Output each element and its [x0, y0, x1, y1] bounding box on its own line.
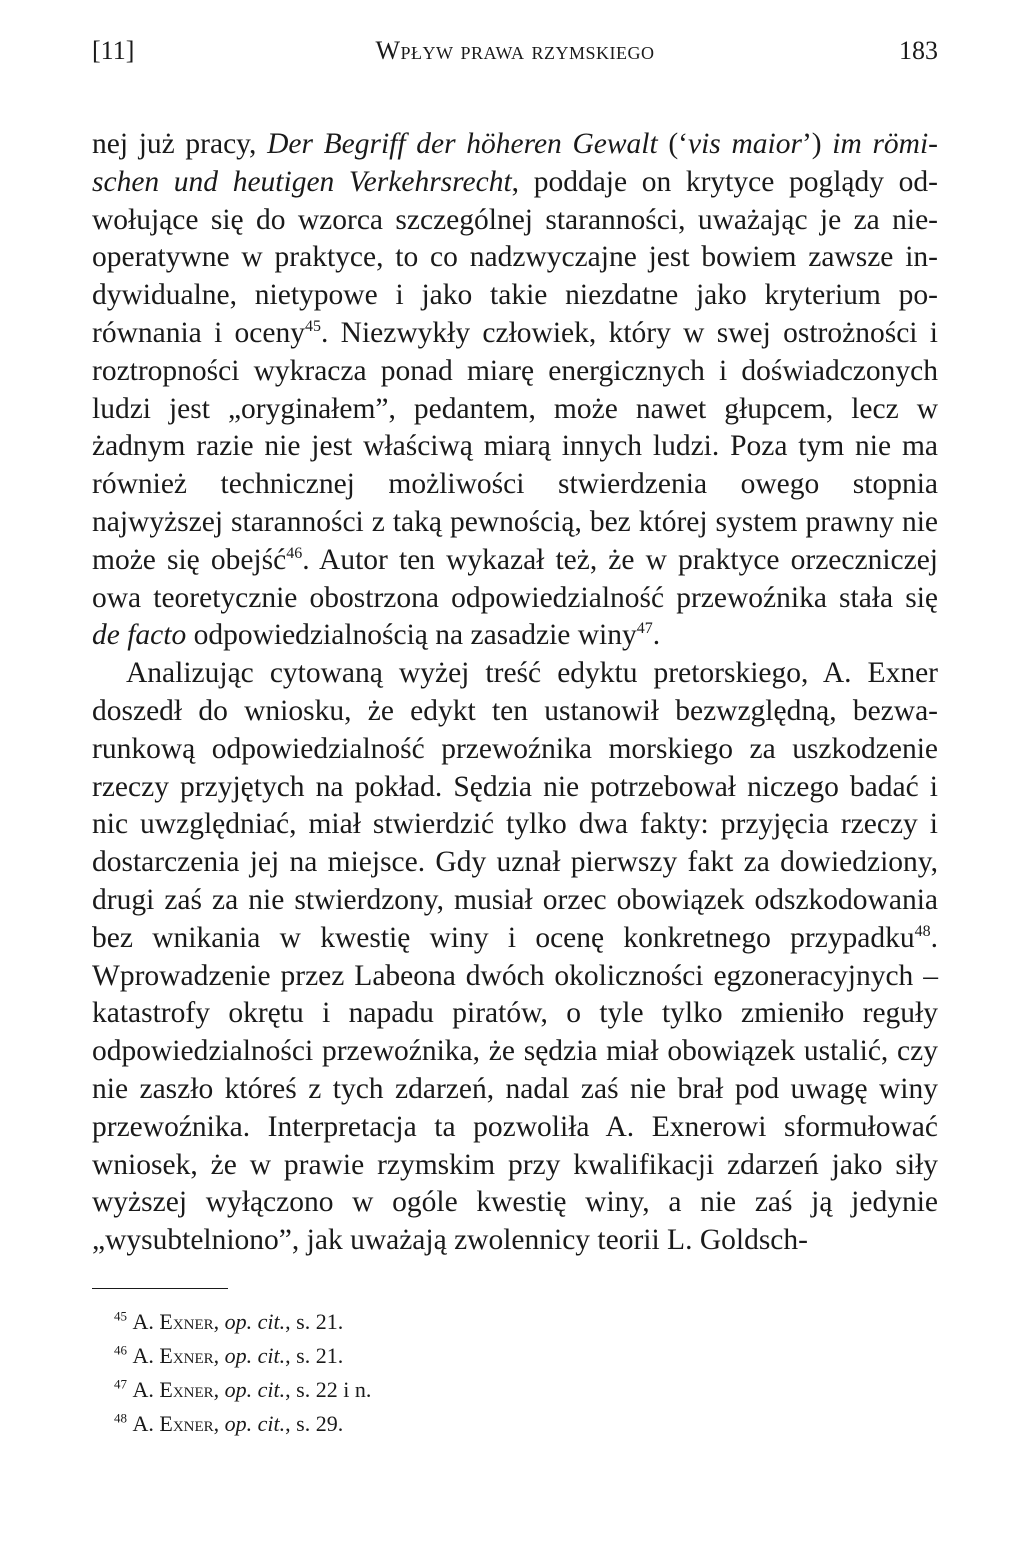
- text-run: . Autor ten wykazał też, że w praktyce orzeczniczej owa teoretycznie obostrzona odpowiedzialność przewoźnika stała się: [92, 543, 938, 614]
- footnote-author: A. Exner: [132, 1410, 214, 1436]
- footnote-pages: , s. 29.: [285, 1410, 344, 1436]
- italic-text: de facto: [92, 619, 187, 652]
- footnote-author: A. Exner: [132, 1342, 214, 1368]
- footnote-45: [92, 1305, 938, 1339]
- footnote-reference: 45: [305, 318, 321, 336]
- footnote-separator-comma: ,: [213, 1376, 225, 1402]
- footnote-pages: , s. 21.: [285, 1342, 344, 1368]
- footnote-author: A. Exner: [132, 1308, 214, 1334]
- footnote-marker: 48: [114, 1410, 127, 1426]
- italic-text: vis maior: [688, 128, 802, 160]
- text-run: .: [652, 619, 661, 652]
- footnote-reference: 47: [636, 620, 653, 638]
- footnote-work: op. cit.: [224, 1376, 286, 1402]
- footnote-separator-comma: ,: [213, 1410, 225, 1436]
- footnote-reference: 46: [286, 544, 303, 562]
- footnote-separator-comma: ,: [213, 1308, 225, 1334]
- text-run: . Wprowadzenie przez Labeona dwóch okoliczności egzoneracyjnych – katastrofy okrętu i napadu piratów, o tyle tylko zmieniło reguły odpowiedzialności przewoźnika, że sędzia miał obowiązek ustalić, czy nie zaszło któreś z tych zdarzeń, nadal zaś nie brał pod uwagę winy przewoźnika. Interpretacja ta pozwoliła A. Exnerowi sformułować wniosek, że w prawie rzymskim przy kwalifikacji zdarzeń jako siły wyższej wyłączono w ogóle kwestię winy, a nie zaś ją jedynie „wysubtelniono”, jak uważają zwolennicy teorii L. Goldsch-: [92, 921, 938, 1257]
- text-run: Analizując cytowaną wyżej treść edyktu pretorskiego, A. Exner doszedł do wniosku, że edykt ten ustanowił bezwzględną, bezwarunkową odpowiedzialność przewoźnika morskiego za uszkodzenie rzeczy przyjętych na pokład. Sędzia nie potrzebował niczego badać i nic uwzględniać, miał stwierdzić tylko dwa fakty: przyjęcia rzeczy i dostarczenia jej na miejsce. Gdy uznał pierwszy fakt za dowiedziony, drugi zaś za nie stwierdzony, musiał orzec obowiązek odszkodowania bez wnikania w kwestię winy i ocenę konkretnego przypadku: [92, 657, 938, 954]
- footnote-marker: 46: [114, 1342, 127, 1358]
- footnote-reference: 48: [914, 922, 931, 940]
- footnote-48: [92, 1407, 938, 1441]
- footnote-47: [92, 1373, 938, 1407]
- text-run: , poddaje on krytyce poglądy odwołujące się do wzorca szczególnej staranności, uważając je za nieoperatywne w praktyce, to co nadzwyczajne jest bowiem zawsze indywidualne, nietypowe i jako takie niezdatne jako kryterium porównania i oceny: [92, 165, 938, 349]
- section-number: [11]: [92, 36, 135, 65]
- footnote-pages: , s. 21.: [285, 1308, 344, 1334]
- text-run: nej już pracy,: [92, 128, 268, 160]
- body-text: [92, 126, 938, 1260]
- footnotes: [92, 1305, 938, 1441]
- footnote-work: op. cit.: [224, 1410, 286, 1436]
- text-run: . Niezwykły człowiek, który w swej ostrożności i roztropności wykracza ponad miarę energicznych i doświadczonych ludzi jest „oryginałem”, pedantem, może nawet głupcem, lecz w żadnym razie nie jest właściwą miarą innych ludzi. Poza tym nie ma również technicznej możliwości stwierdzenia owego stopnia najwyższej staranności z taką pewnością, bez której system prawny nie może się obejść: [92, 316, 938, 576]
- footnote-work: op. cit.: [224, 1342, 286, 1368]
- footnote-separator-comma: ,: [213, 1342, 225, 1368]
- footnote-pages: , s. 22 i n.: [285, 1376, 372, 1402]
- footnote-work: op. cit.: [224, 1308, 286, 1334]
- document-page: [92, 28, 938, 1441]
- footnote-marker: 47: [114, 1376, 127, 1392]
- footnote-separator: [92, 1288, 228, 1289]
- paragraph-1: [92, 126, 938, 655]
- footnote-46: [92, 1339, 938, 1373]
- text-run: odpowiedzialnością na zasadzie winy: [186, 619, 637, 652]
- text-run: (‘: [657, 128, 689, 160]
- text-run: ’): [801, 128, 833, 160]
- italic-text: Der Begriff der höheren Gewalt: [267, 128, 658, 160]
- footnote-author: A. Exner: [132, 1376, 214, 1402]
- italic-text: im römischen und heutigen Verkehrsrecht: [92, 128, 938, 198]
- page-number: 183: [899, 36, 938, 65]
- running-title: Wpływ prawa rzymskiego: [375, 36, 655, 65]
- footnote-marker: 45: [114, 1308, 127, 1324]
- paragraph-2: [92, 655, 938, 1260]
- running-header: [92, 28, 938, 74]
